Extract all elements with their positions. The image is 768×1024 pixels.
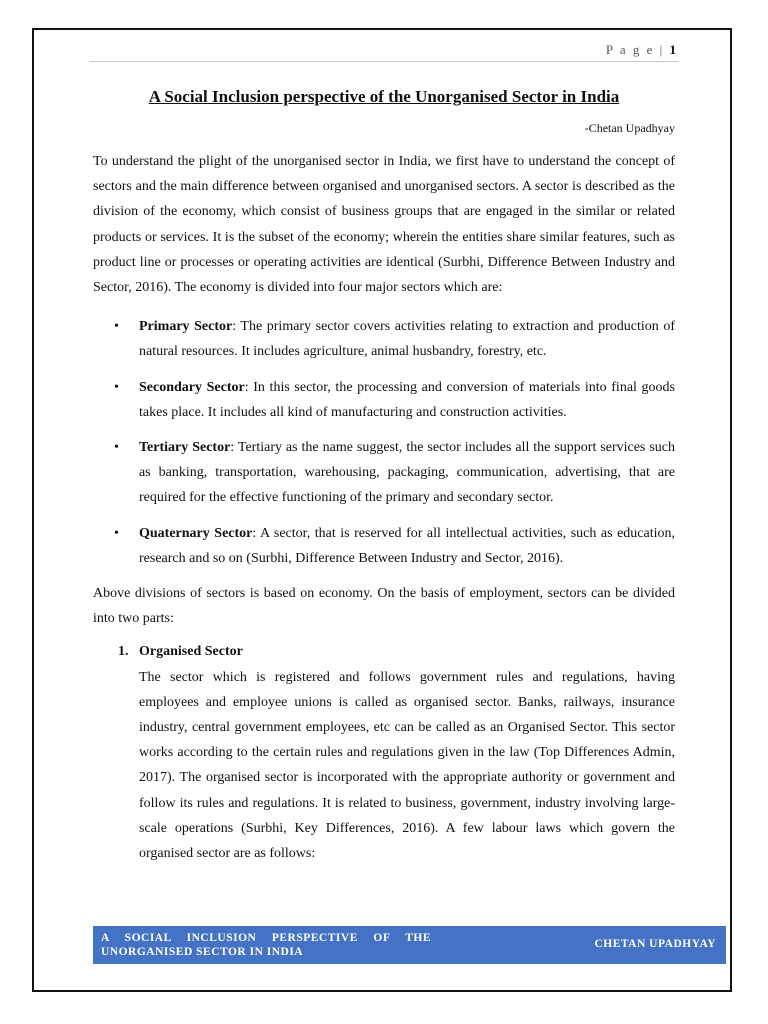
sector-description: : The primary sector covers activities relating to extraction and production of natural resources. It includes agriculture, animal husbandry, forestry, etc. [139,319,675,360]
document-title: A Social Inclusion perspective of the Unorganised Sector in India [148,87,620,106]
footer-document-title: A SOCIAL INCLUSION PERSPECTIVE OF THE UNORGANISED SECTOR IN INDIA [101,932,431,958]
author-line: -Chetan Upadhyay [584,121,675,135]
employment-sector-list [93,639,675,866]
sector-term: Quaternary Sector [139,525,253,541]
sector-term: Secondary Sector [139,379,245,395]
document-body [93,86,675,866]
header-rule [90,61,678,62]
bullet-icon: • [114,379,119,395]
sector-description: : Tertiary as the name suggest, the sector includes all the support services such as banking, transportation, warehousing, packaging, communication, advertising, that are required for the effective functioning of the primary and secondary sector. [139,440,675,506]
list-item-organised-sector [93,639,675,866]
sector-list [93,314,675,571]
sector-description: : In this sector, the processing and conversion of materials into final goods takes place. It includes all kind of manufacturing and construction activities. [139,379,676,420]
footer-author: CHETAN UPADHYAY [594,938,716,950]
sector-item-quaternary [93,521,675,571]
bullet-icon: • [114,319,119,335]
bullet-icon: • [114,440,119,456]
intro-paragraph: To understand the plight of the unorganised sector in India, we first have to understand the concept of sectors and the main difference between organised and unorganised sectors. A sector is described as the division of the economy, which consist of business groups that are engaged in the similar or related products or services. It is the subset of the economy; wherein the entities share similar features, such as product line or processes or operating activities are identical (Surbhi, Difference Between Industry and Sector, 2016). The economy is divided into four major sectors which are: [93,154,675,296]
page-label: P a g e | [605,42,665,57]
sector-term: Tertiary Sector [139,440,231,456]
footer-bar [93,926,726,964]
list-number: 1. [118,644,129,660]
section-heading: Organised Sector [139,644,243,660]
sector-term: Primary Sector [139,319,233,335]
divisions-paragraph: Above divisions of sectors is based on economy. On the basis of employment, sectors can be divided into two parts: [93,586,675,627]
page-number [606,42,676,58]
page-number-value: 1 [669,42,676,57]
sector-item-secondary [93,375,675,425]
section-text: The sector which is registered and follows government rules and regulations, having employees and employee unions is called as organised sector. Banks, railways, insurance industry, central government employees, etc can be called as an Organised Sector. This sector works according to the certain rules and regulations given in the law (Top Differences Admin, 2017). The organised sector is incorporated with the appropriate authority or government and follow its rules and regulations. It is related to business, government, industry involving large-scale operations (Surbhi, Key Differences, 2016). A few labour laws which govern the organised sector are as follows: [139,669,675,862]
sector-item-tertiary [93,435,675,511]
sector-description: : A sector, that is reserved for all intellectual activities, such as education, research and so on (Surbhi, Difference Between Industry and Sector, 2016). [139,525,675,566]
sector-item-primary [93,314,675,364]
bullet-icon: • [114,525,119,541]
